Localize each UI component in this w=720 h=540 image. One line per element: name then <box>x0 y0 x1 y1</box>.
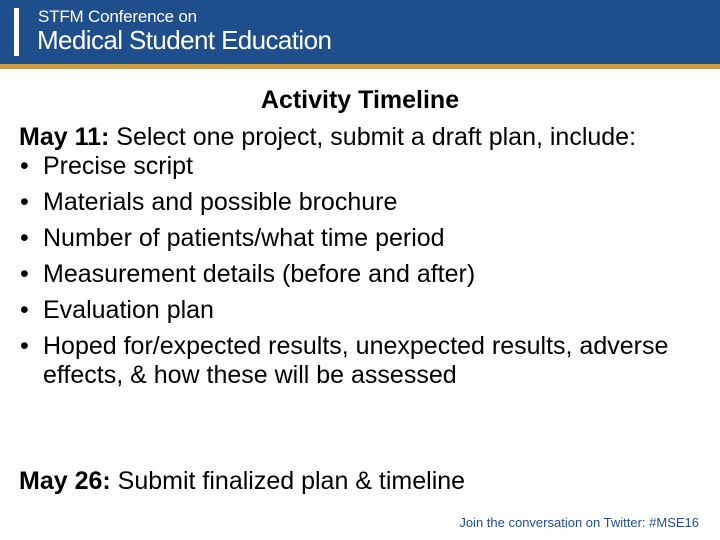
header-banner <box>0 0 720 64</box>
list-item: • Precise script <box>19 152 709 181</box>
section-may-26-text: Submit finalized plan & timeline <box>110 467 466 495</box>
list-item: • Hoped for/expected results, unexpected results, adverse effects, & how these will be assessed <box>19 332 709 390</box>
section-may-11-text: Select one project, submit a draft plan, include: <box>109 123 637 151</box>
header-accent-bar <box>14 8 19 56</box>
date-label-may-26: May 26: <box>19 467 111 495</box>
slide-title: Activity Timeline <box>260 86 460 114</box>
list-item: • Evaluation plan <box>19 296 709 325</box>
list-item: • Measurement details (before and after) <box>19 260 709 289</box>
list-item: • Materials and possible brochure <box>19 188 709 217</box>
conference-name-line1: STFM Conference on <box>38 7 197 26</box>
requirements-list <box>19 152 709 390</box>
header-divider <box>0 64 720 69</box>
twitter-footer: Join the conversation on Twitter: #MSE16 <box>459 515 699 530</box>
section-may-11 <box>19 123 709 152</box>
date-label-may-11: May 11: <box>19 123 110 151</box>
section-may-26 <box>19 467 465 496</box>
slide-body <box>19 123 709 495</box>
list-item: • Number of patients/what time period <box>19 224 709 253</box>
conference-name-line2: Medical Student Education <box>37 25 332 55</box>
